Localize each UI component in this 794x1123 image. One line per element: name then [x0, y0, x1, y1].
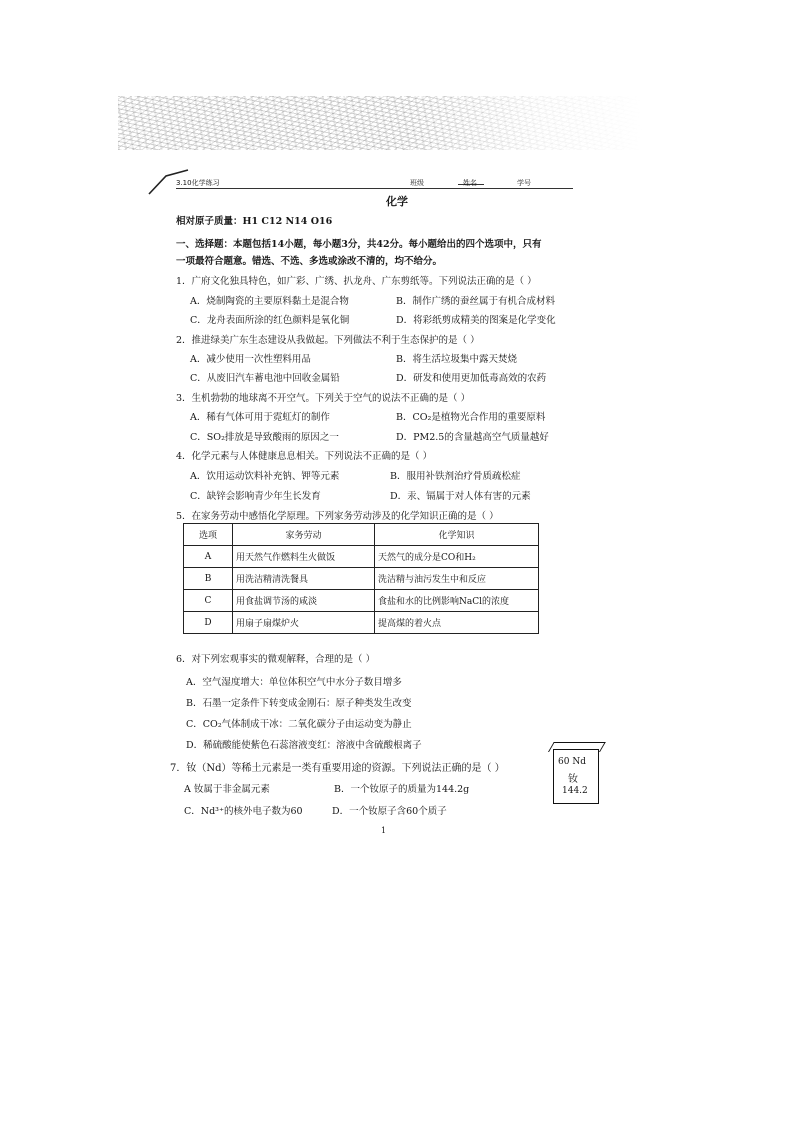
- question-4-stem: 4．化学元素与人体健康息息相关。下列说法不正确的是（ ）: [176, 451, 433, 462]
- question-4-option-d: D．汞、镉属于对人体有害的元素: [390, 491, 531, 502]
- question-2-option-b: B．将生活垃圾集中露天焚烧: [396, 354, 517, 365]
- table-cell: 用天然气作燃料生火做饭: [233, 546, 375, 568]
- question-2-option-c: C．从废旧汽车蓄电池中回收金属铅: [190, 373, 340, 384]
- header-name-label: 姓名: [463, 179, 477, 187]
- question-1-option-b: B．制作广绣的蚕丝属于有机合成材料: [396, 296, 555, 307]
- header-id-label: 学号: [517, 179, 531, 187]
- question-7-option-b: B．一个钕原子的质量为144.2g: [334, 784, 470, 795]
- question-6-option-c: C．CO₂气体制成干冰：二氧化碳分子由运动变为静止: [186, 719, 412, 730]
- question-4-option-c: C．缺锌会影响青少年生长发育: [190, 491, 321, 502]
- question-2-stem: 2．推进绿美广东生态建设从我做起。下列做法不利于生态保护的是（ ）: [176, 335, 480, 346]
- section-instruction-line2: 一项最符合题意。错选、不选、多选或涂改不清的，均不给分。: [176, 256, 443, 267]
- header-rule: [176, 188, 573, 189]
- question-7-option-c: C．Nd³⁺的核外电子数为60: [184, 806, 303, 817]
- table-cell: 用扇子扇煤炉火: [233, 612, 375, 634]
- question-3-option-a: A．稀有气体可用于霓虹灯的制作: [190, 412, 330, 423]
- header-practice-label: 3.10化学练习: [176, 179, 220, 187]
- question-6-stem: 6．对下列宏观事实的微观解释，合理的是（ ）: [176, 654, 376, 665]
- question-6-option-a: A．空气湿度增大：单位体积空气中水分子数目增多: [186, 677, 402, 688]
- question-3-stem: 3．生机勃勃的地球离不开空气。下列关于空气的说法不正确的是（ ）: [176, 393, 471, 404]
- table-row: [184, 568, 539, 590]
- table-cell: 洗洁精与油污发生中和反应: [375, 568, 539, 590]
- table-header-option: 选项: [184, 524, 233, 546]
- question-7-option-d: D．一个钕原子含60个质子: [332, 806, 447, 817]
- header-class-label: 班级: [410, 179, 424, 187]
- question-1-option-c: C．龙舟表面所涂的红色颜料是氧化铜: [190, 315, 350, 326]
- table-cell: 用洗洁精清洗餐具: [233, 568, 375, 590]
- table-cell: C: [184, 590, 233, 612]
- question-1-option-a: A．烧制陶瓷的主要原料黏土是混合物: [190, 296, 349, 307]
- question-4-option-b: B．服用补铁剂治疗骨质疏松症: [390, 471, 521, 482]
- table-row: [184, 546, 539, 568]
- question-6-option-d: D．稀硫酸能使紫色石蕊溶液变红：溶液中含硫酸根离子: [186, 740, 422, 751]
- question-3-option-b: B．CO₂是植物光合作用的重要原料: [396, 412, 546, 423]
- table-row: [184, 590, 539, 612]
- table-cell: 提高煤的着火点: [375, 612, 539, 634]
- question-1-option-d: D．将彩纸剪成精美的图案是化学变化: [396, 315, 556, 326]
- table-cell: 食盐和水的比例影响NaCl的浓度: [375, 590, 539, 612]
- element-number-symbol: 60 Nd: [558, 757, 586, 767]
- question-7-stem: 7．钕（Nd）等稀土元素是一类有重要用途的资源。下列说法正确的是（ ）: [170, 763, 505, 774]
- element-mass: 144.2: [562, 786, 588, 796]
- section-instruction-line1: 一、选择题：本题包括14小题，每小题3分，共42分。每小题给出的四个选项中，只有: [176, 239, 542, 250]
- scan-noise-strip: [118, 96, 648, 150]
- table-row: [184, 612, 539, 634]
- question-2-option-d: D．研发和使用更加低毒高效的农药: [396, 373, 547, 384]
- question-4-option-a: A．饮用运动饮料补充钠、钾等元素: [190, 471, 340, 482]
- question-3-option-c: C．SO₂排放是导致酸雨的原因之一: [190, 432, 339, 443]
- question-3-option-d: D．PM2.5的含量越高空气质量越好: [396, 432, 549, 443]
- page-number: 1: [381, 826, 387, 835]
- atomic-masses: 相对原子质量：H1 C12 N14 O16: [176, 216, 333, 227]
- question-6-option-b: B．石墨一定条件下转变成金刚石：原子种类发生改变: [186, 698, 412, 709]
- household-chemistry-table: [183, 523, 539, 634]
- table-cell: 天然气的成分是CO和H₂: [375, 546, 539, 568]
- table-cell: D: [184, 612, 233, 634]
- table-header-row: [184, 524, 539, 546]
- question-2-option-a: A．减少使用一次性塑料用品: [190, 354, 311, 365]
- table-header-chore: 家务劳动: [233, 524, 375, 546]
- page-title: 化学: [386, 195, 408, 208]
- question-1-stem: 1．广府文化独具特色，如广彩、广绣、扒龙舟、广东剪纸等。下列说法正确的是（ ）: [176, 276, 537, 287]
- table-cell: B: [184, 568, 233, 590]
- table-cell: A: [184, 546, 233, 568]
- table-cell: 用食盐调节汤的咸淡: [233, 590, 375, 612]
- question-5-stem: 5．在家务劳动中感悟化学原理。下列家务劳动涉及的化学知识正确的是（ ）: [176, 511, 499, 522]
- question-7-option-a: A 钕属于非金属元素: [184, 784, 270, 795]
- element-name: 钕: [568, 774, 578, 785]
- table-header-knowledge: 化学知识: [375, 524, 539, 546]
